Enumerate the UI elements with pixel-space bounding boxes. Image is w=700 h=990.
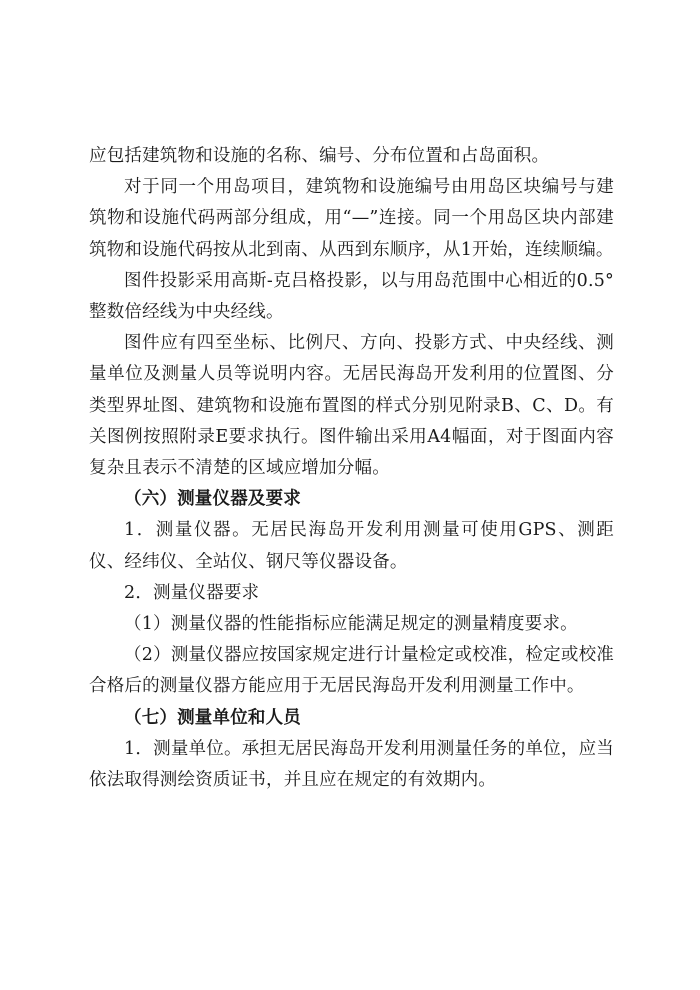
paragraph-continuation: 应包括建筑物和设施的名称、编号、分布位置和占岛面积。 (89, 146, 550, 166)
paragraph-facility-numbering: 对于同一个用岛项目，建筑物和设施编号由用岛区块编号与建筑物和设施代码两部分组成，用“—”连接。同一个用岛区块内部建筑物和设施代码按从北到南、从西到东顺序，从1开始，连续顺编。 (89, 177, 614, 260)
paragraph-map-content: 图件应有四至坐标、比例尺、方向、投影方式、中央经线、测量单位及测量人员等说明内容。无居民海岛开发利用的位置图、分类型界址图、建筑物和设施布置图的样式分别见附录B、C、D。有关图例按照附录E要求执行。图件输出采用A4幅面，对于图面内容复杂且表示不清楚的区域应增加分幅。 (89, 333, 614, 479)
paragraph-instrument-requirements: 2．测量仪器要求 (124, 582, 260, 603)
section-heading-units-personnel: （七）测量单位和人员 (124, 707, 301, 728)
paragraph-projection: 图件投影采用高斯-克吕格投影，以与用岛范围中心相近的0.5°整数倍经线为中央经线。 (89, 270, 614, 323)
paragraph-survey-unit: 1．测量单位。承担无居民海岛开发利用测量任务的单位，应当依法取得测绘资质证书，并且应在规定的有效期内。 (89, 738, 614, 791)
paragraph-requirement-2: （2）测量仪器应按国家规定进行计量检定或校准，检定或校准合格后的测量仪器方能应用于无居民海岛开发利用测量工作中。 (89, 645, 614, 697)
section-heading-instruments: （六）测量仪器及要求 (124, 489, 301, 510)
paragraph-instruments: 1．测量仪器。无居民海岛开发利用测量可使用GPS、测距仪、经纬仪、全站仪、钢尺等仪器设备。 (89, 520, 614, 572)
document-body (89, 141, 614, 796)
paragraph-requirement-1: （1）测量仪器的性能指标应能满足规定的测量精度要求。 (124, 614, 578, 635)
